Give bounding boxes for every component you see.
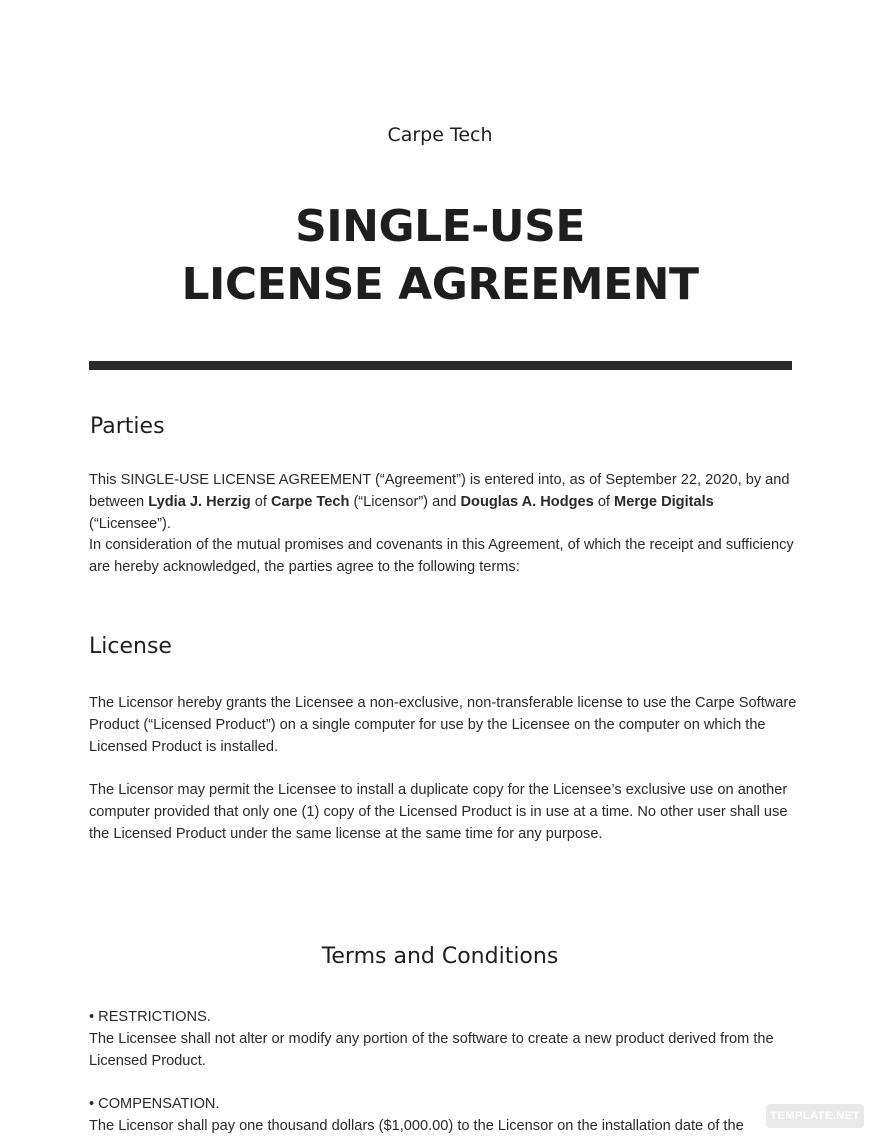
of-text-1: of (250, 494, 271, 510)
parties-text-b: (“Licensor”) and (349, 494, 461, 510)
title-line-2: LICENSE AGREEMENT (181, 259, 699, 310)
parties-paragraph-2: In consideration of the mutual promises and covenants in this Agreement, of which the receipt and sufficiency are hereby acknowledged, the parties agree to the following terms: (89, 537, 794, 575)
section-heading-terms: Terms and Conditions (321, 944, 559, 969)
licensor-name: Lydia J. Herzig (148, 494, 251, 510)
section-heading-license: License (89, 634, 172, 659)
parties-text-a: This SINGLE-USE LICENSE AGREEMENT (“Agreement”) is entered into, as of September 22, 2020, by and between (89, 472, 790, 510)
license-paragraph-2: The Licensor may permit the Licensee to install a duplicate copy for the Licensee’s exclusive use on another computer provided that only one (1) copy of the Licensed Product is in use at a time. No other user shall use the Licensed Product under the same license at the same time for any purpose. (89, 782, 788, 842)
restrictions-text: The Licensee shall not alter or modify any portion of the software to create a new product derived from the Licensed Product. (89, 1031, 774, 1069)
license-paragraph-1: The Licensor hereby grants the Licensee a non-exclusive, non-transferable license to use the Carpe Software Product (“Licensed Product”) on a single computer for use by the Licensee on the computer on which the Licensed Product is installed. (89, 695, 797, 755)
licensor-company: Carpe Tech (270, 494, 350, 510)
compensation-text: The Licensor shall pay one thousand dollars ($1,000.00) to the Licensor on the installation date of the (89, 1118, 744, 1134)
of-text-2: of (593, 494, 615, 510)
document-title (0, 198, 880, 314)
restrictions-label: • RESTRICTIONS. (89, 1009, 211, 1025)
section-heading-parties: Parties (90, 414, 165, 439)
parties-text-c: (“Licensee”). (89, 516, 171, 532)
title-line-1: SINGLE-USE (295, 201, 585, 252)
licensee-name: Douglas A. Hodges (460, 494, 594, 510)
compensation-label: • COMPENSATION. (89, 1096, 220, 1112)
licensee-company: Merge Digitals (614, 494, 714, 510)
company-name: Carpe Tech (387, 124, 493, 146)
parties-paragraph-1 (89, 469, 799, 535)
watermark-badge: TEMPLATE.NET (766, 1104, 864, 1128)
title-divider (89, 361, 792, 370)
